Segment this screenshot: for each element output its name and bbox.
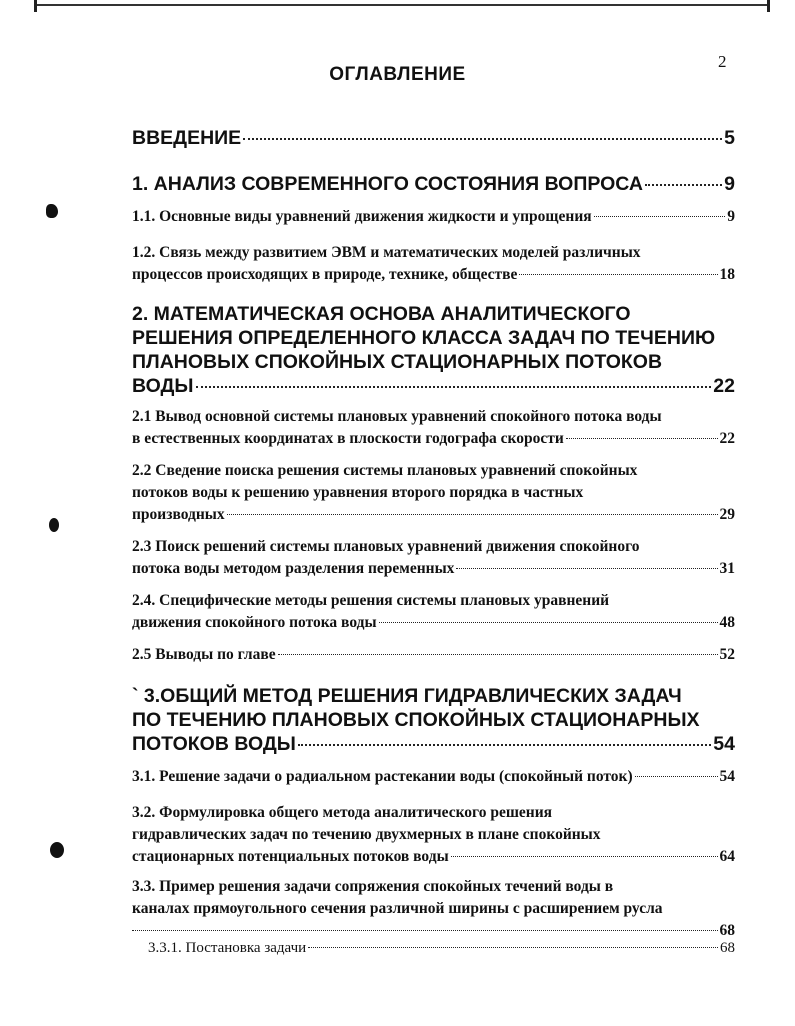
toc-entry-line: 3.3. Пример решения задачи сопряжения спокойных течений воды в	[132, 878, 614, 895]
toc-page-number: 22	[713, 375, 735, 397]
toc-entry-line: гидравлических задач по течению двухмерных в плане спокойных	[132, 826, 601, 843]
toc-entry-2-2[interactable]	[132, 460, 735, 526]
toc-entry-1-1[interactable]	[132, 206, 735, 228]
toc-page-number: 29	[719, 506, 735, 523]
dot-leader	[132, 930, 718, 931]
toc-entry-3-2[interactable]	[132, 802, 735, 868]
toc-entry-text: 3.1. Решение задачи о радиальном растекании воды (спокойный поток)	[132, 768, 633, 785]
toc-entry-text: 2.5 Выводы по главе	[132, 646, 276, 663]
dot-leader	[566, 438, 718, 439]
dot-leader	[278, 654, 718, 655]
toc-entry-line: ПО ТЕЧЕНИЮ ПЛАНОВЫХ СПОКОЙНЫХ СТАЦИОНАРНЫХ	[132, 709, 700, 731]
toc-page-number: 18	[719, 266, 735, 283]
toc-page-number: 54	[713, 733, 735, 755]
toc-entry-2-1[interactable]	[132, 406, 735, 450]
border-tick-left	[34, 0, 37, 12]
toc-entry-text: 3.3.1. Постановка задачи	[148, 940, 307, 956]
toc-entry-text: потока воды методом разделения переменных	[132, 560, 455, 577]
toc-page-number: 64	[719, 848, 735, 865]
dot-leader	[594, 216, 726, 217]
toc-entry-line: РЕШЕНИЯ ОПРЕДЕЛЕННОГО КЛАССА ЗАДАЧ ПО ТЕЧЕНИЮ	[132, 327, 716, 349]
scan-artifact-mark	[46, 204, 58, 218]
toc-entry-2-4[interactable]	[132, 590, 735, 634]
toc-entry-text: движения спокойного потока воды	[132, 614, 377, 631]
toc-page-number: 68	[719, 922, 735, 939]
toc-page-number: 5	[724, 127, 735, 149]
scan-artifact-mark	[50, 842, 64, 858]
toc-entry-1-2[interactable]	[132, 242, 735, 286]
toc-entry-text: ПОТОКОВ ВОДЫ	[132, 733, 296, 755]
toc-entry-text: производных	[132, 506, 225, 523]
dot-leader	[645, 184, 722, 186]
toc-entry-line: каналах прямоугольного сечения различной ширины с расширением русла	[132, 900, 663, 917]
dot-leader	[196, 386, 712, 388]
toc-entry-chapter-3[interactable]	[132, 684, 735, 756]
toc-entry-text: ВВЕДЕНИЕ	[132, 127, 242, 149]
toc-page-number: 31	[719, 560, 735, 577]
page-top-border	[34, 0, 770, 6]
toc-entry-line: 2.4. Специфические методы решения системы плановых уравнений	[132, 592, 610, 609]
toc-entry-line: потоков воды к решению уравнения второго порядка в частных	[132, 484, 584, 501]
dot-leader	[519, 274, 717, 275]
toc-page-number: 52	[719, 646, 735, 663]
dot-leader	[456, 568, 717, 569]
toc-entry-line: 2.2 Сведение поиска решения системы плановых уравнений спокойных	[132, 462, 638, 479]
toc-page-number: 9	[724, 173, 735, 195]
toc-entry-text: процессов происходящих в природе, технике, обществе	[132, 266, 518, 283]
toc-entry-3-3-1[interactable]	[148, 938, 735, 958]
toc-page-number: 9	[727, 208, 735, 225]
toc-page-number: 54	[719, 768, 735, 785]
toc-entry-chapter-2[interactable]	[132, 302, 735, 398]
toc-entry-line: 2.3 Поиск решений системы плановых уравнений движения спокойного	[132, 538, 640, 555]
toc-entry-2-5[interactable]	[132, 644, 735, 666]
toc-entry-line: ПЛАНОВЫХ СПОКОЙНЫХ СТАЦИОНАРНЫХ ПОТОКОВ	[132, 351, 663, 373]
toc-entry-line: 2. МАТЕМАТИЧЕСКАЯ ОСНОВА АНАЛИТИЧЕСКОГО	[132, 303, 631, 325]
scan-artifact-mark	[49, 518, 59, 532]
toc-entry-line: 1.2. Связь между развитием ЭВМ и математических моделей различных	[132, 244, 641, 261]
dot-leader	[298, 744, 711, 746]
toc-page-number: 22	[719, 430, 735, 447]
dot-leader	[308, 947, 718, 948]
dot-leader	[243, 138, 722, 140]
toc-entry-text: в естественных координатах в плоскости годографа скорости	[132, 430, 564, 447]
toc-page-number: 48	[719, 614, 735, 631]
toc-entry-text: 1. АНАЛИЗ СОВРЕМЕННОГО СОСТОЯНИЯ ВОПРОСА	[132, 173, 643, 195]
page-title: ОГЛАВЛЕНИЕ	[329, 64, 466, 85]
dot-leader	[451, 856, 718, 857]
toc-entry-3-1[interactable]	[132, 766, 735, 788]
toc-entry-line: 3.2. Формулировка общего метода аналитического решения	[132, 804, 553, 821]
toc-page-number: 68	[720, 940, 735, 956]
border-tick-right	[767, 0, 770, 12]
toc-entry-text: стационарных потенциальных потоков воды	[132, 848, 449, 865]
toc-entry-intro[interactable]	[132, 126, 735, 150]
page-number: 2	[718, 52, 727, 71]
toc-entry-3-3[interactable]	[132, 876, 735, 942]
toc-entry-text: 1.1. Основные виды уравнений движения жидкости и упрощения	[132, 208, 592, 225]
toc-entry-line: 2.1 Вывод основной системы плановых уравнений спокойного потока воды	[132, 408, 662, 425]
dot-leader	[379, 622, 718, 623]
dot-leader	[227, 514, 718, 515]
toc-entry-2-3[interactable]	[132, 536, 735, 580]
dot-leader	[635, 776, 718, 777]
toc-entry-chapter-1[interactable]	[132, 172, 735, 196]
toc-entry-line: ` 3.ОБЩИЙ МЕТОД РЕШЕНИЯ ГИДРАВЛИЧЕСКИХ ЗАДАЧ	[132, 685, 682, 707]
toc-entry-text: ВОДЫ	[132, 375, 194, 397]
